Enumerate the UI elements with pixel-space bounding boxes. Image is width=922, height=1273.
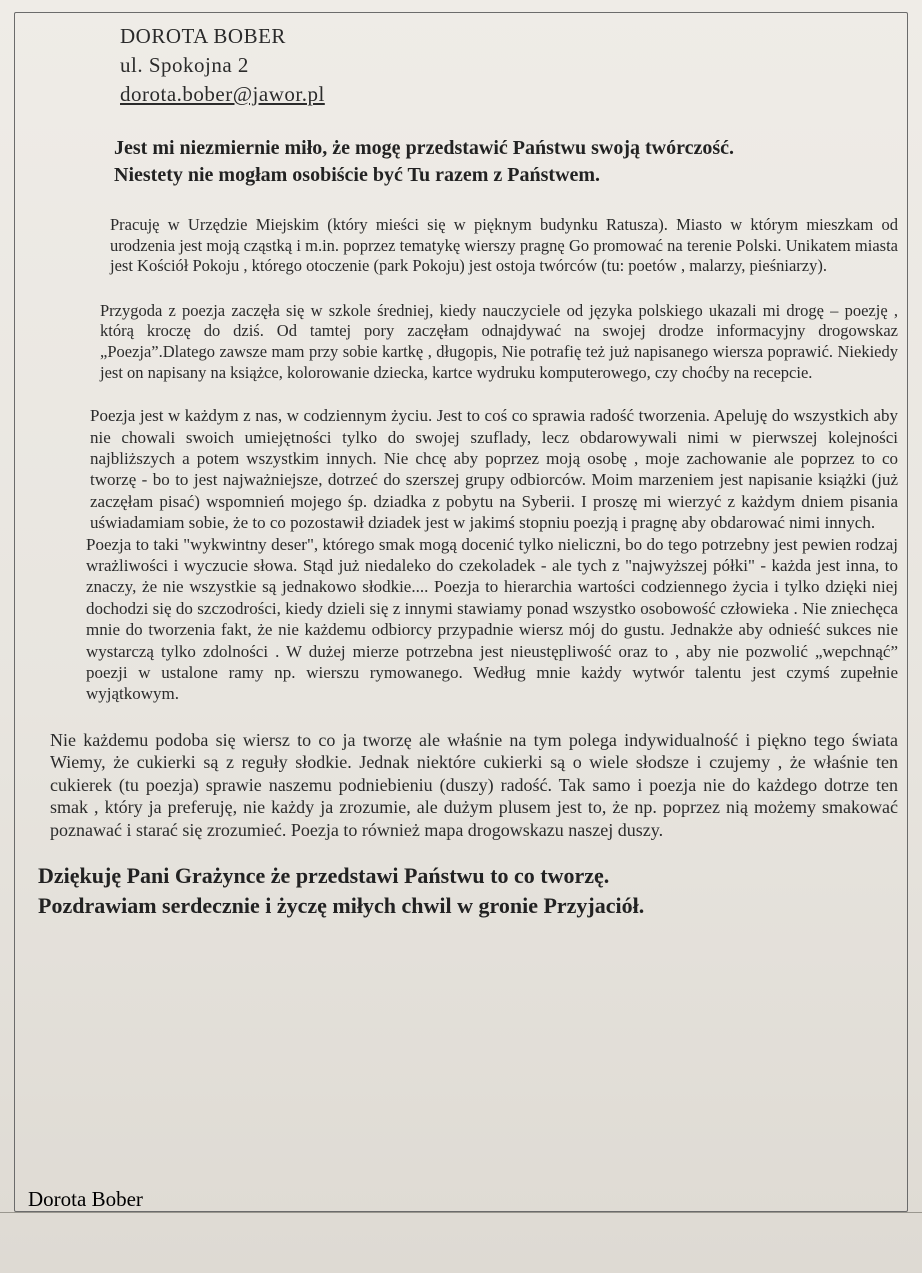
sender-name: DOROTA BOBER <box>120 24 286 48</box>
lead-line-2: Niestety nie mogłam osobiście być Tu razem z Państwem. <box>114 164 601 186</box>
closing-line-2: Pozdrawiam serdecznie i życzę miłych chwil w gronie Przyjaciół. <box>38 893 645 919</box>
sender-email: dorota.bober@jawor.pl <box>120 82 325 106</box>
paragraph-3: Poezja jest w każdym z nas, w codziennym życiu. Jest to coś co sprawia radość tworzenia. Apeluję do wszystkich aby nie chowali swoich umiejętności tylko do swojej szuflady, lecz obdarowywali nimi w pierwszej kolejności najbliższych a potem wszystkim innych. Nie chcę aby poprzez moją osobę , moje zachowanie ale poprzez to co tworzę - bo to jest najważniejsze, dotrzeć do szerszej grupy odbiorców. Moim marzeniem jest napisanie książki (już zaczęłam pisać) wspomnień mojego śp. dziadka z pobytu na Syberii. I proszę mi wierzyć z każdym dniem pisania uświadamiam sobie, że to co pozostawił dziadek jest w jakimś stopniu poezją i pragnę aby obdarować nimi innych. <box>90 406 898 533</box>
paragraph-1: Pracuję w Urzędzie Miejskim (który mieści się w pięknym budynku Ratusza). Miasto w którym mieszkam od urodzenia jest moją cząstką i m.in. poprzez tematykę wierszy pragnę Go promować na terenie Polski. Unikatem miasta jest Kościół Pokoju , którego otoczenie (park Pokoju) jest ostoja twórców (tu: poetów , malarzy, pieśniarzy). <box>110 215 898 276</box>
sender-address: ul. Spokojna 2 <box>120 53 249 77</box>
closing-block <box>38 861 898 921</box>
letter-content <box>30 22 898 921</box>
paragraph-4: Poezja to taki "wykwintny deser", którego smak mogą docenić tylko nieliczni, bo do tego potrzebny jest pewien rodzaj wrażliwości i wyczucie słowa. Stąd już niedaleko do czekoladek - ale tych z "najwyższej półki" - każda jest inna, to znaczy, że nie wszystkie są jednakowo słodkie.... Poezja to hierarchia wartości codziennego życia i tylko dzięki niej dochodzi się do szczodrości, kiedy dzieli się z innymi stawiamy ponad wszystko osobowość człowieka . Nie zniechęca mnie do tworzenia fakt, że nie każdemu odbiorcy przypadnie wiersz mój do gustu. Jednakże aby odnieść sukces nie wystarczą tylko zdolności . W dużej mierze potrzebna jest nieustępliwość oraz to , aby nie pozwolić „wepchnąć” poezji w ustalone ramy np. wierszu rymowanego. Według mnie każdy wytwór talentu jest czymś zupełnie wyjątkowym. <box>86 534 898 704</box>
closing-line-1: Dziękuję Pani Grażynce że przedstawi Państwu to co tworzę. <box>38 863 610 889</box>
paragraph-5: Nie każdemu podoba się wiersz to co ja tworzę ale właśnie na tym polega indywidualność i piękno tego świata Wiemy, że cukierki są z reguły słodkie. Jednak niektóre cukierki są o wiele słodsze i czujemy , że właśnie ten cukierek (tu poezja) sprawie naszemu podniebieniu (duszy) radość. Tak samo i poezja nie do każdego dotrze ten smak , który ja preferuję, nie każdy ja zrozumie, ale dużym plusem jest to, że np. poprzez nią możemy smakować poznawać i starać się zrozumieć. Poezja to również mapa drogowskazu naszej duszy. <box>50 729 898 840</box>
lead-heading <box>114 135 898 189</box>
paragraph-2: Przygoda z poezja zaczęła się w szkole średniej, kiedy nauczyciele od języka polskiego ukazali mi drogę – poezję , którą kroczę do dziś. Od tamtej pory zaczęłam odnajdywać na swojej drodze informacyjny drogowskaz „Poezja”.Dlatego zawsze mam przy sobie kartkę , długopis, Nie potrafię też już napisanego wiersza poprawić. Niekiedy jest on napisany na książce, kolorowanie dziecka, kartce wydruku komputerowego, czy choćby na recepcie. <box>100 300 898 382</box>
sender-block <box>120 22 898 109</box>
page-bottom-edge <box>0 1212 922 1213</box>
lead-line-1: Jest mi niezmiernie miło, że mogę przedstawić Państwu swoją twórczość. <box>114 137 735 159</box>
signature: Dorota Bober <box>28 1187 143 1211</box>
